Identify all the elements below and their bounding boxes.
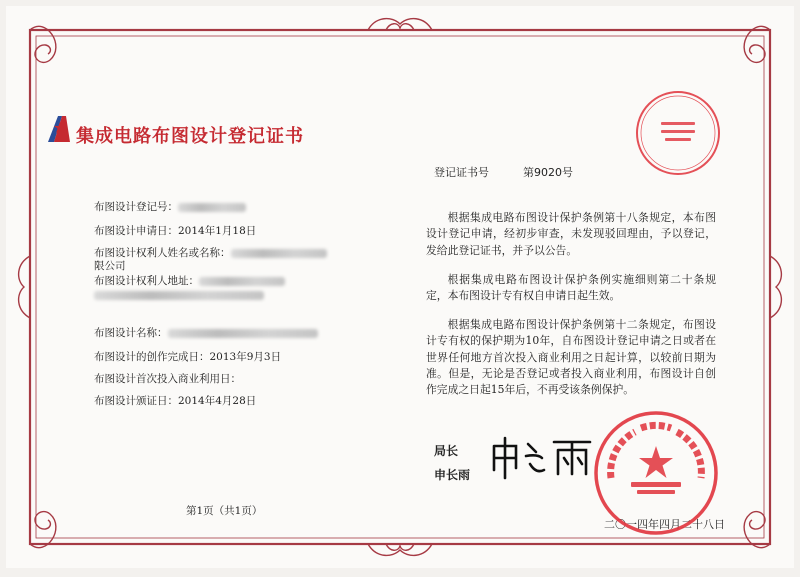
redacted-address-2	[94, 291, 264, 300]
issue-date: 二〇一四年四月二十八日	[604, 518, 725, 531]
first-use-row	[94, 372, 241, 386]
page-footer: 第1页（共1页）	[186, 505, 263, 517]
redacted-design-name	[168, 329, 318, 338]
app-date-row	[94, 224, 256, 238]
address-row	[94, 274, 285, 288]
issue-label: 布图设计颁证日：	[94, 395, 178, 407]
paragraph-2: 根据集成电路布图设计保护条例实施细则第二十条规定，本布图设计专有权自申请日起生效。	[426, 273, 716, 303]
issue-value: 2014年4月28日	[178, 395, 257, 407]
issue-row	[94, 394, 256, 408]
redacted-address-1	[199, 277, 285, 286]
cert-number	[434, 164, 573, 180]
reg-no-label: 布图设计登记号：	[94, 201, 178, 213]
owner-value-cont: 限公司	[94, 260, 126, 272]
official-seal-stamp-icon	[591, 408, 721, 538]
cert-no-label: 登记证书号	[434, 166, 489, 179]
owner-row	[94, 246, 327, 260]
director-name: 申长雨	[434, 468, 471, 482]
app-date-label: 布图设计申请日：	[94, 225, 178, 237]
first-use-label: 布图设计首次投入商业利用日：	[94, 373, 241, 385]
small-seal-stamp-icon	[633, 88, 723, 178]
address-cont-row	[94, 288, 264, 302]
name-row	[94, 326, 318, 340]
owner-cont-row	[94, 259, 126, 273]
redacted-owner-name	[231, 249, 327, 258]
created-label: 布图设计的创作完成日：	[94, 351, 210, 363]
name-label: 布图设计名称：	[94, 327, 168, 339]
certificate-title: 集成电路布图设计登记证书	[76, 126, 304, 147]
signature-icon	[486, 434, 596, 480]
director-title: 局长	[434, 444, 459, 458]
app-date-value: 2014年1月18日	[178, 225, 257, 237]
certificate-page	[6, 6, 794, 568]
created-row	[94, 350, 281, 364]
created-value: 2013年9月3日	[209, 351, 282, 363]
reg-no-row	[94, 200, 246, 214]
address-label: 布图设计权利人地址：	[94, 275, 199, 287]
emblem-logo-icon	[44, 112, 76, 146]
redacted-reg-no	[178, 203, 246, 212]
paragraph-3: 根据集成电路布图设计保护条例第十二条规定，布图设计专有权的保护期为10年，自布图设计登记申请之日或者在世界任何地方首次投入商业利用之日起计算，以较前日期为准。但是，无论是否登记或者投入商业利用，布图设计自创作完成之日起15年后，不再受该条例保护。	[426, 318, 716, 397]
paragraph-1: 根据集成电路布图设计保护条例第十八条规定，本布图设计登记申请，经初步审查，未发现驳回理由，予以登记，发给此登记证书，并予以公告。	[426, 211, 716, 257]
owner-label: 布图设计权利人姓名或名称：	[94, 247, 231, 259]
cert-no-value: 第9020号	[523, 166, 573, 179]
